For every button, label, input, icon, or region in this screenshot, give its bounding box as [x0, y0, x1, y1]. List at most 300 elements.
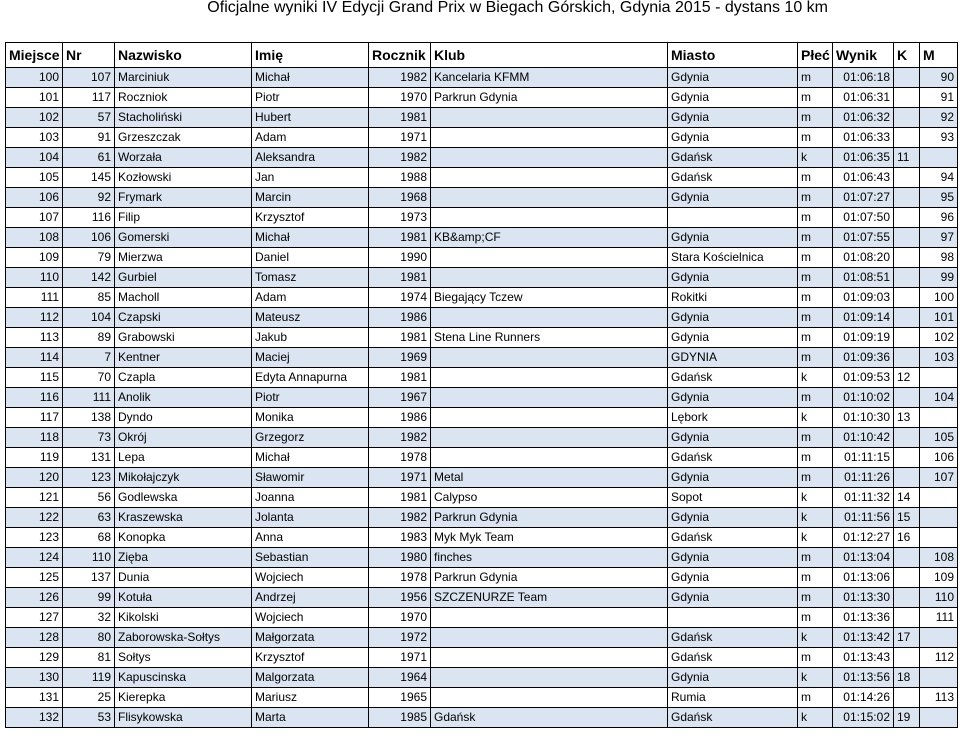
cell-m: 103: [920, 348, 958, 368]
cell-klub: [431, 428, 668, 448]
cell-plec: m: [798, 568, 833, 588]
cell-nazwisko: Kentner: [115, 348, 252, 368]
cell-miasto: Gdynia: [668, 668, 798, 688]
cell-nazwisko: Kotuła: [115, 588, 252, 608]
cell-m: [920, 628, 958, 648]
cell-miasto: Gdynia: [668, 388, 798, 408]
cell-imie: Michał: [252, 448, 369, 468]
cell-klub: [431, 208, 668, 228]
cell-plec: k: [798, 508, 833, 528]
cell-klub: [431, 628, 668, 648]
cell-miejsce: 120: [6, 468, 63, 488]
cell-miejsce: 117: [6, 408, 63, 428]
table-row: [6, 668, 958, 688]
cell-wynik: 01:11:26: [833, 468, 894, 488]
header-plec: Płeć: [798, 43, 833, 68]
cell-imie: Wojciech: [252, 608, 369, 628]
cell-m: 94: [920, 168, 958, 188]
cell-k: [894, 588, 920, 608]
cell-plec: m: [798, 108, 833, 128]
cell-nazwisko: Czapla: [115, 368, 252, 388]
cell-klub: Parkrun Gdynia: [431, 88, 668, 108]
cell-nr: 106: [63, 228, 115, 248]
table-row: [6, 708, 958, 728]
cell-miasto: Sopot: [668, 488, 798, 508]
cell-miasto: Gdynia: [668, 128, 798, 148]
cell-klub: Myk Myk Team: [431, 528, 668, 548]
cell-plec: m: [798, 348, 833, 368]
cell-miasto: [668, 608, 798, 628]
cell-imie: Mateusz: [252, 308, 369, 328]
cell-rocznik: 1970: [369, 608, 431, 628]
table-row: [6, 548, 958, 568]
cell-nr: 85: [63, 288, 115, 308]
cell-k: [894, 68, 920, 88]
cell-m: 113: [920, 688, 958, 708]
cell-m: 96: [920, 208, 958, 228]
cell-miejsce: 131: [6, 688, 63, 708]
cell-imie: Monika: [252, 408, 369, 428]
cell-imie: Hubert: [252, 108, 369, 128]
cell-nazwisko: Macholl: [115, 288, 252, 308]
cell-plec: m: [798, 208, 833, 228]
cell-nr: 104: [63, 308, 115, 328]
cell-imie: Jan: [252, 168, 369, 188]
cell-rocznik: 1965: [369, 688, 431, 708]
cell-plec: k: [798, 408, 833, 428]
cell-m: [920, 508, 958, 528]
cell-plec: m: [798, 188, 833, 208]
cell-rocznik: 1981: [369, 268, 431, 288]
cell-m: [920, 488, 958, 508]
cell-k: [894, 288, 920, 308]
cell-nazwisko: Dunia: [115, 568, 252, 588]
cell-miasto: Gdynia: [668, 188, 798, 208]
cell-imie: Marcin: [252, 188, 369, 208]
table-row: [6, 88, 958, 108]
cell-nr: 53: [63, 708, 115, 728]
cell-imie: Maciej: [252, 348, 369, 368]
cell-k: [894, 428, 920, 448]
cell-nr: 131: [63, 448, 115, 468]
cell-miejsce: 130: [6, 668, 63, 688]
cell-rocznik: 1978: [369, 448, 431, 468]
cell-m: 112: [920, 648, 958, 668]
cell-nr: 25: [63, 688, 115, 708]
cell-m: 104: [920, 388, 958, 408]
cell-plec: m: [798, 88, 833, 108]
cell-miasto: Gdynia: [668, 68, 798, 88]
cell-rocznik: 1986: [369, 308, 431, 328]
cell-klub: SZCZENURZE Team: [431, 588, 668, 608]
cell-k: [894, 128, 920, 148]
cell-wynik: 01:07:50: [833, 208, 894, 228]
cell-nazwisko: Marciniuk: [115, 68, 252, 88]
cell-plec: m: [798, 588, 833, 608]
cell-miasto: [668, 208, 798, 228]
table-row: [6, 528, 958, 548]
cell-plec: m: [798, 328, 833, 348]
cell-nazwisko: Lepa: [115, 448, 252, 468]
cell-imie: Grzegorz: [252, 428, 369, 448]
cell-rocznik: 1981: [369, 488, 431, 508]
cell-rocznik: 1990: [369, 248, 431, 268]
cell-k: [894, 248, 920, 268]
table-row: [6, 608, 958, 628]
cell-k: [894, 448, 920, 468]
cell-rocznik: 1985: [369, 708, 431, 728]
cell-klub: [431, 608, 668, 628]
cell-miasto: Gdynia: [668, 548, 798, 568]
cell-nr: 142: [63, 268, 115, 288]
cell-plec: m: [798, 228, 833, 248]
cell-miasto: Gdynia: [668, 228, 798, 248]
cell-imie: Daniel: [252, 248, 369, 268]
cell-klub: [431, 448, 668, 468]
cell-nr: 138: [63, 408, 115, 428]
cell-rocznik: 1969: [369, 348, 431, 368]
table-row: [6, 448, 958, 468]
header-imie: Imię: [252, 43, 369, 68]
cell-nazwisko: Stacholiński: [115, 108, 252, 128]
cell-m: 93: [920, 128, 958, 148]
cell-rocznik: 1982: [369, 148, 431, 168]
cell-plec: k: [798, 668, 833, 688]
cell-miasto: Gdynia: [668, 428, 798, 448]
cell-klub: [431, 248, 668, 268]
cell-wynik: 01:11:15: [833, 448, 894, 468]
cell-wynik: 01:09:03: [833, 288, 894, 308]
cell-wynik: 01:13:30: [833, 588, 894, 608]
cell-imie: Krzysztof: [252, 648, 369, 668]
cell-m: 90: [920, 68, 958, 88]
cell-klub: [431, 688, 668, 708]
cell-wynik: 01:06:33: [833, 128, 894, 148]
cell-k: [894, 468, 920, 488]
cell-wynik: 01:14:26: [833, 688, 894, 708]
cell-klub: Parkrun Gdynia: [431, 568, 668, 588]
table-row: [6, 108, 958, 128]
cell-k: [894, 268, 920, 288]
header-wynik: Wynik: [833, 43, 894, 68]
cell-imie: Piotr: [252, 88, 369, 108]
cell-plec: k: [798, 148, 833, 168]
cell-nr: 61: [63, 148, 115, 168]
cell-wynik: 01:10:30: [833, 408, 894, 428]
cell-miejsce: 122: [6, 508, 63, 528]
cell-miasto: Gdynia: [668, 308, 798, 328]
header-row: [6, 43, 958, 68]
cell-miasto: Gdynia: [668, 468, 798, 488]
cell-klub: [431, 388, 668, 408]
cell-miejsce: 116: [6, 388, 63, 408]
cell-miejsce: 107: [6, 208, 63, 228]
cell-nr: 73: [63, 428, 115, 448]
cell-miasto: Gdynia: [668, 568, 798, 588]
cell-plec: m: [798, 448, 833, 468]
cell-nr: 32: [63, 608, 115, 628]
header-nazwisko: Nazwisko: [115, 43, 252, 68]
cell-m: 99: [920, 268, 958, 288]
table-row: [6, 428, 958, 448]
cell-rocznik: 1971: [369, 648, 431, 668]
cell-nr: 92: [63, 188, 115, 208]
cell-klub: [431, 348, 668, 368]
cell-nazwisko: Kraszewska: [115, 508, 252, 528]
cell-nazwisko: Zaborowska-Sołtys: [115, 628, 252, 648]
header-k: K: [894, 43, 920, 68]
cell-imie: Edyta Annapurna: [252, 368, 369, 388]
cell-plec: m: [798, 608, 833, 628]
cell-m: 95: [920, 188, 958, 208]
cell-klub: KB&amp;CF: [431, 228, 668, 248]
cell-m: 108: [920, 548, 958, 568]
cell-nazwisko: Dyndo: [115, 408, 252, 428]
table-row: [6, 328, 958, 348]
cell-wynik: 01:09:14: [833, 308, 894, 328]
cell-rocznik: 1973: [369, 208, 431, 228]
cell-k: [894, 108, 920, 128]
table-row: [6, 388, 958, 408]
table-row: [6, 688, 958, 708]
cell-m: 110: [920, 588, 958, 608]
table-row: [6, 148, 958, 168]
cell-klub: Metal: [431, 468, 668, 488]
cell-m: 102: [920, 328, 958, 348]
cell-k: 19: [894, 708, 920, 728]
cell-rocznik: 1968: [369, 188, 431, 208]
cell-nazwisko: Worzała: [115, 148, 252, 168]
cell-rocznik: 1982: [369, 428, 431, 448]
cell-miasto: Gdynia: [668, 328, 798, 348]
cell-wynik: 01:11:32: [833, 488, 894, 508]
cell-imie: Małgorzata: [252, 628, 369, 648]
cell-nazwisko: Kapuscinska: [115, 668, 252, 688]
cell-rocznik: 1971: [369, 468, 431, 488]
table-row: [6, 508, 958, 528]
cell-m: 109: [920, 568, 958, 588]
table-row: [6, 348, 958, 368]
cell-nr: 79: [63, 248, 115, 268]
cell-miejsce: 101: [6, 88, 63, 108]
cell-miasto: Gdynia: [668, 108, 798, 128]
cell-klub: [431, 168, 668, 188]
cell-miasto: Gdańsk: [668, 168, 798, 188]
cell-nazwisko: Flisykowska: [115, 708, 252, 728]
cell-miasto: GDYNIA: [668, 348, 798, 368]
cell-plec: k: [798, 488, 833, 508]
table-row: [6, 368, 958, 388]
cell-miejsce: 105: [6, 168, 63, 188]
cell-rocznik: 1981: [369, 108, 431, 128]
table-row: [6, 228, 958, 248]
cell-miejsce: 129: [6, 648, 63, 668]
cell-nr: 99: [63, 588, 115, 608]
cell-wynik: 01:08:51: [833, 268, 894, 288]
cell-miasto: Gdańsk: [668, 148, 798, 168]
cell-wynik: 01:08:20: [833, 248, 894, 268]
cell-plec: k: [798, 528, 833, 548]
cell-imie: Sebastian: [252, 548, 369, 568]
cell-nazwisko: Roczniok: [115, 88, 252, 108]
cell-miejsce: 113: [6, 328, 63, 348]
cell-miejsce: 114: [6, 348, 63, 368]
cell-imie: Michał: [252, 68, 369, 88]
cell-k: [894, 548, 920, 568]
cell-imie: Malgorzata: [252, 668, 369, 688]
cell-klub: [431, 308, 668, 328]
cell-rocznik: 1981: [369, 368, 431, 388]
cell-rocznik: 1956: [369, 588, 431, 608]
table-row: [6, 268, 958, 288]
cell-miejsce: 111: [6, 288, 63, 308]
cell-miasto: Gdańsk: [668, 528, 798, 548]
cell-imie: Jakub: [252, 328, 369, 348]
cell-miejsce: 132: [6, 708, 63, 728]
cell-klub: [431, 148, 668, 168]
cell-plec: m: [798, 68, 833, 88]
cell-wynik: 01:06:32: [833, 108, 894, 128]
cell-imie: Adam: [252, 128, 369, 148]
cell-k: [894, 568, 920, 588]
cell-m: 107: [920, 468, 958, 488]
cell-rocznik: 1982: [369, 68, 431, 88]
cell-wynik: 01:11:56: [833, 508, 894, 528]
cell-m: 101: [920, 308, 958, 328]
cell-k: [894, 688, 920, 708]
cell-imie: Mariusz: [252, 688, 369, 708]
cell-m: 98: [920, 248, 958, 268]
cell-imie: Jolanta: [252, 508, 369, 528]
cell-plec: m: [798, 128, 833, 148]
cell-m: [920, 668, 958, 688]
cell-nazwisko: Anolik: [115, 388, 252, 408]
cell-nr: 119: [63, 668, 115, 688]
cell-miasto: Gdynia: [668, 508, 798, 528]
cell-nr: 110: [63, 548, 115, 568]
cell-plec: m: [798, 428, 833, 448]
cell-m: [920, 708, 958, 728]
cell-miejsce: 118: [6, 428, 63, 448]
cell-miejsce: 123: [6, 528, 63, 548]
cell-imie: Wojciech: [252, 568, 369, 588]
cell-miasto: Lębork: [668, 408, 798, 428]
cell-rocznik: 1974: [369, 288, 431, 308]
cell-plec: m: [798, 548, 833, 568]
cell-k: [894, 308, 920, 328]
cell-plec: k: [798, 708, 833, 728]
cell-plec: m: [798, 468, 833, 488]
cell-rocznik: 1964: [369, 668, 431, 688]
cell-plec: m: [798, 248, 833, 268]
cell-klub: Parkrun Gdynia: [431, 508, 668, 528]
cell-m: 106: [920, 448, 958, 468]
cell-wynik: 01:06:31: [833, 88, 894, 108]
page-title: [0, 0, 960, 20]
cell-miejsce: 104: [6, 148, 63, 168]
cell-miejsce: 100: [6, 68, 63, 88]
cell-nr: 117: [63, 88, 115, 108]
cell-miejsce: 108: [6, 228, 63, 248]
cell-m: 111: [920, 608, 958, 628]
table-row: [6, 628, 958, 648]
header-rocznik: Rocznik: [369, 43, 431, 68]
cell-rocznik: 1978: [369, 568, 431, 588]
cell-miejsce: 127: [6, 608, 63, 628]
cell-k: 11: [894, 148, 920, 168]
cell-rocznik: 1983: [369, 528, 431, 548]
cell-nr: 56: [63, 488, 115, 508]
cell-nazwisko: Konopka: [115, 528, 252, 548]
cell-plec: m: [798, 288, 833, 308]
cell-nr: 68: [63, 528, 115, 548]
cell-klub: [431, 368, 668, 388]
cell-plec: m: [798, 648, 833, 668]
cell-imie: Andrzej: [252, 588, 369, 608]
cell-miasto: Gdańsk: [668, 368, 798, 388]
cell-k: [894, 228, 920, 248]
table-row: [6, 568, 958, 588]
cell-miasto: Gdańsk: [668, 448, 798, 468]
cell-klub: [431, 668, 668, 688]
cell-miasto: Gdańsk: [668, 648, 798, 668]
cell-wynik: 01:10:02: [833, 388, 894, 408]
cell-nazwisko: Grabowski: [115, 328, 252, 348]
cell-miejsce: 125: [6, 568, 63, 588]
cell-plec: m: [798, 688, 833, 708]
table-row: [6, 188, 958, 208]
header-m: M: [920, 43, 958, 68]
cell-m: [920, 368, 958, 388]
cell-klub: Kancelaria KFMM: [431, 68, 668, 88]
table-row: [6, 288, 958, 308]
cell-nr: 80: [63, 628, 115, 648]
cell-nazwisko: Mikołajczyk: [115, 468, 252, 488]
cell-rocznik: 1967: [369, 388, 431, 408]
cell-k: 18: [894, 668, 920, 688]
cell-imie: Joanna: [252, 488, 369, 508]
cell-wynik: 01:12:27: [833, 528, 894, 548]
cell-imie: Aleksandra: [252, 148, 369, 168]
cell-miejsce: 106: [6, 188, 63, 208]
cell-nazwisko: Sołtys: [115, 648, 252, 668]
cell-nr: 123: [63, 468, 115, 488]
cell-k: [894, 208, 920, 228]
cell-miejsce: 110: [6, 268, 63, 288]
header-nr: Nr: [63, 43, 115, 68]
cell-rocznik: 1971: [369, 128, 431, 148]
cell-nr: 116: [63, 208, 115, 228]
cell-plec: m: [798, 168, 833, 188]
cell-klub: Calypso: [431, 488, 668, 508]
header-klub: Klub: [431, 43, 668, 68]
cell-imie: Krzysztof: [252, 208, 369, 228]
results-header: [6, 43, 958, 68]
cell-k: [894, 328, 920, 348]
cell-rocznik: 1986: [369, 408, 431, 428]
cell-nr: 107: [63, 68, 115, 88]
table-row: [6, 408, 958, 428]
cell-wynik: 01:13:06: [833, 568, 894, 588]
cell-nazwisko: Okrój: [115, 428, 252, 448]
cell-klub: [431, 648, 668, 668]
cell-klub: [431, 408, 668, 428]
cell-klub: [431, 188, 668, 208]
cell-wynik: 01:13:43: [833, 648, 894, 668]
cell-miasto: Gdańsk: [668, 708, 798, 728]
cell-klub: [431, 108, 668, 128]
cell-miejsce: 119: [6, 448, 63, 468]
